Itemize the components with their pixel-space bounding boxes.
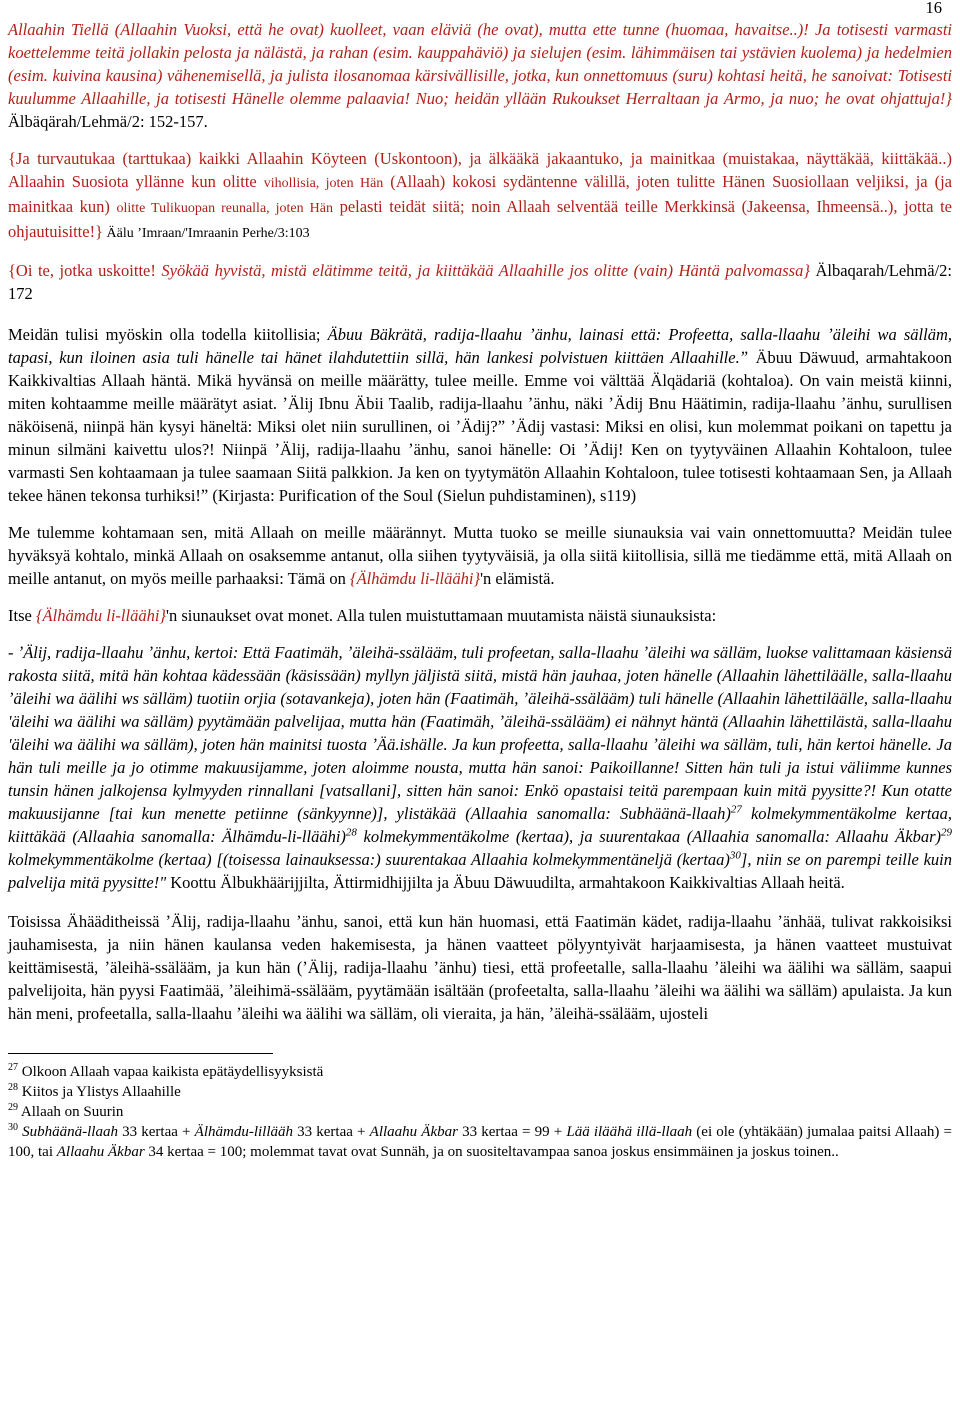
quote-text-c: pelasti teidät siitä; noin Allaah selventää teille Merkkinsä (Jakeensa, Ihmeensä..), jotta te ohjautuisitte!} [8, 197, 952, 241]
footnote-text: Kiitos ja Ylistys Allaahille [18, 1084, 181, 1100]
footnote-28 [8, 1082, 952, 1102]
hadith-text-3: kolmekymmentäkolme (kertaa), ja suurentakaa (Allaahia sanomalla: Allaahu Äkbar) [356, 827, 941, 846]
quote-reference: Äälu ʼImraan/'Imraanin Perhe/3:103 [103, 226, 310, 241]
dhikr-alhamdulillaah: Älhämdu-lillääh [194, 1124, 293, 1140]
paragraph-text-a: Meidän tulisi myöskin olla todella kiitollisia; [8, 325, 328, 344]
footnote-text-d: 33 kertaa + [292, 1124, 370, 1140]
quote-text-small-2: olitte Tulikuopan reunalla, joten Hän [116, 201, 333, 216]
quote-text-small-1: vihollisia, joten Hän [263, 176, 384, 191]
quote-text-b: (Allaah) kokosi sydäntenne välillä, joten tulitte Hänen Suosiollaan veljiksi, ja (ja mainitkaa kun) [8, 172, 952, 216]
quote-text-b: Syökää hyvistä, mistä elätimme teitä, ja kiittäkää Allaahille jos olitte (vain) Häntä palvomassa} [161, 261, 810, 280]
footnote-text: Allaah on Suurin [18, 1104, 124, 1120]
hadith-source: Koottu Älbukhäärijjilta, Ättirmidhijjilta ja Äbuu Däwuudilta, armahtakoon Kaikkivaltias Allaah heitä. [166, 873, 845, 892]
hadith-text-2: kolmekymmentäkolme kertaa, kiittäkää (Allaahia sanomalla: Älhämdu-li-lläähi) [8, 804, 952, 846]
hadith-quote: Äbuu Bäkrätä, radija-llaahu ʼänhu, lainasi että: Profeetta, salla-llaahu ʼäleihi wa sälläm, tapasi, kun iloinen asia tuli hänelle tai hänet ilahdutettiin sillä, hän lankesi polvistuen kiittäen Allaahille.ˮ [8, 325, 952, 367]
footnote-number: 30 [8, 1122, 18, 1133]
paragraph-text-b: 'n siunaukset ovat monet. Alla tulen muistuttamaan muutamista näistä siunauksista: [166, 606, 717, 625]
footnote-ref-30[interactable]: 30 [729, 849, 741, 862]
paragraph-text-a: Me tulemme kohtamaan sen, mitä Allaah on meille määrännyt. Mutta tuoko se meille siunauksia vai vain onnettomuutta? Meidän tulee hyväksyä kohtalo, minkä Allaah on osaksemme antanut, olla siihen tyytyväisiä, ja olla siitä kiitollisia, sillä me tiedämme että, mitä Allaah on meille antanut, on myös meille parhaaksi: Tämä on [8, 523, 952, 588]
footnote-27 [8, 1062, 952, 1082]
dhikr-subhaanallaah: Subhäänä-llaah [22, 1124, 118, 1140]
paragraph-destiny [8, 521, 952, 590]
quran-quote-imraan-103 [8, 147, 952, 245]
footnote-number: 29 [8, 1102, 18, 1113]
paragraph-blessings-intro [8, 604, 952, 627]
footnote-number: 27 [8, 1062, 18, 1073]
footnote-ref-27[interactable]: 27 [730, 803, 742, 816]
paragraph-text-b: 'n elämistä. [480, 569, 555, 588]
footnote-ref-29[interactable]: 29 [941, 826, 952, 839]
paragraph-gratitude [8, 323, 952, 507]
quran-quote-baqarah-152 [8, 0, 952, 133]
page-number: 16 [925, 0, 942, 17]
hadith-faatimah [8, 641, 952, 894]
footnote-number: 28 [8, 1082, 18, 1093]
footnote-text-f: 33 kertaa = 99 + [457, 1124, 567, 1140]
dhikr-allaahu-akbar-2: Allaahu Äkbar [56, 1144, 145, 1160]
quote-text-a: {Oi te, jotka uskoitte! [8, 261, 162, 280]
hadith-text-4: kolmekymmentäkolme (kertaa) [(toisessa lainauksessa:) suurentakaa Allaahia kolmekymmentäneljä (kertaa) [8, 850, 730, 869]
paragraph-text-a: Itse [8, 606, 36, 625]
paragraph-other-hadiths: Toisissa Ähääditheissä ʼÄlij, radija-llaahu ʼänhu, sanoi, että kun hän huomasi, että Faatimän kädet, radija-llaahu ʼänhää, tulivat rakkoisiksi jauhamisesta, ja niin hänen kaulansa veden hakemisesta, ja hänen vaatteet pölyyntyivät harjaamisesta, ja hänen vaatteet mustuivat keittämisestä, ʼäleihä-ssälääm, ja kun hän (ʼÄlij, radija-llaahu ʼänhu) tiesi, että profeetalle, salla-llaahu ʼäleihi wa äälihi wa sälläm, saapui palvelijoita, hän pyysi Faatimää, ʼäleihimä-ssälääm, pyytämään isältään (profeetalta, salla-llaahu ʼäleihi wa äälihi wa sälläm) apulaista. Ja kun hän meni, profeetalla, salla-llaahu ʼäleihi wa äälihi wa sälläm, oli vieraita, ja hän, ʼäleihä-ssälääm, ujosteli [8, 912, 952, 1023]
alhamdu-phrase: {Älhämdu li-lläähi} [35, 606, 167, 625]
quote-reference: Älbaqarah/Lehmä/2: 172 [8, 261, 953, 303]
footnote-29 [8, 1102, 952, 1122]
quote-text-a: {Ja turvautukaa (tarttukaa) kaikki Allaahin Köyteen (Uskontoon), ja älkääkä jakaantuko, ja mainitkaa (muistakaa, näyttäkää, kiittäkää..) Allaahin Suosiota yllänne kun olitte [8, 149, 952, 191]
quote-reference: Älbäqärah/Lehmä/2: 152-157. [8, 112, 208, 131]
footnote-text-j: 34 kertaa = 100; molemmat tavat ovat Sunnäh, ja on suositeltavampaa sanoa joskus ensimmäinen ja joskus toinen.. [144, 1144, 839, 1160]
footnote-ref-28[interactable]: 28 [345, 826, 357, 839]
quran-quote-baqarah-172 [8, 259, 952, 305]
hadith-text-1: - ʼÄlij, radija-llaahu ʼänhu, kertoi: Että Faatimäh, ʼäleihä-ssälääm, tuli profeetan, salla-llaahu ʼäleihi wa sälläm, luokse valittamaan käsiensä rakosta siitä, mitä hän kohtaa kädessään (käsissään) myllyn jäljistä siitä, mistä hän jauhaa, joten hänelle (Allaahin lähettiläälle, salla-llaahu ʼäleihi wa äälihi ws sälläm) tuotiin orjia (sotavankeja), joten hän (Faatimäh, ʼäleihä-ssälääm) tuli hänelle (Allaahin lähettiläälle, salla-llaahu 'äleihi wa äälihi wa sälläm) pyytämään palvelijaa, mutta hän (Faatimäh, ʼäleihä-ssälääm) ei nähnyt häntä (Allaahin lähettilästä, salla-llaahu 'äleihi wa äälihi wa sälläm), joten hän mainitsi tuosta ʼÄä.ishälle. Ja kun profeetta, salla-llaahu ʼäleihi wa sälläm, tuli, hän kertoi hänelle. Ja hän tuli meille ja jo otimme makuusijamme, joten aloimme nousta, mutta hän sanoi: Paikoillanne! Sitten hän tuli ja istui väliimme kunnes tunsin hänen jalkojensa kylmyyden rinnallani [vatsallani], sitten hän sanoi: Enkö opastaisi teitä parempaan kuin mitä pyysitte?! Kun otatte makuusijanne [tai kun menette petiinne (sänkyynne)], ylistäkää (Allaahia sanomalla: Subhäänä-llaah) [8, 643, 952, 823]
footnote-text-b: 33 kertaa + [117, 1124, 195, 1140]
quote-text: Allaahin Tiellä (Allaahin Vuoksi, että he ovat) kuolleet, vaan eläviä (he ovat), mutta ette tunne (huomaa, havaitse..)! Ja totisesti varmasti koettelemme teitä jollakin pelosta ja nälästä, ja rahan (esim. kauppahäviö) ja sielujen (esim. lähimmäisen tai ystävien kuolema) ja hedelmien (esim. kuivina kausina) vähenemisellä, ja julista ilosanomaa kärsivällisille, jotka, kun onnettomuus (suru) kohtasi heitä, he sanoivat: Totisesti kuulumme Allaahille, ja totisesti Hänelle olemme palaavia! Nuo; heidän yllään Rukoukset Herraltaan ja Armo, ja nuo; he ovat ohjattuja!} [8, 20, 952, 108]
dhikr-laa-ilaaha: Lää iläähä illä-llaah [566, 1124, 693, 1140]
dhikr-allaahu-akbar: Allaahu Äkbar [369, 1124, 458, 1140]
footnote-30 [8, 1122, 952, 1162]
paragraph-text-b: Äbuu Däwuud, armahtakoon Kaikkivaltias Allaah häntä. Mikä hyvänsä on meille määrätty, tulee meille. Emme voi välttää Älqädariä (kohtaloa). On vain meistä kiinni, miten kohtaamme meille määrätyt asiat. ʼÄlij Ibnu Äbii Taalib, radija-llaahu ʼänhu, näki ʼÄdij Bnu Häätimin, radija-llaahu ʼänhu, surullisen näköisenä, niinpä hän kysyi häneltä: Miksi olet niin surullinen, oi ʼÄdij?ˮ ʼÄdij vastasi: Miksi en olisi, kun molemmat poikani on tapettu ja minun silmäni kaivettu ulos?! Niinpä ʼÄlij, radija-llaahu ʼänhu, sanoi hänelle: Oi ʼÄdij! Ken on tyytyväinen Allaahin Kohtaloon, tulee varmasti Sen kohtaamaan ja tulee saamaan Siitä palkkion. Ja ken on tyytymätön Allaahin Kohtaloon, tulee totisesti kohtaamaan Sen, ja Allaah tekee hänen tekonsa turhiksi!ˮ (Kirjasta: Purification of the Soul (Sielun puhdistaminen), s119) [8, 348, 952, 505]
footnote-text: Olkoon Allaah vapaa kaikista epätäydellisyyksistä [18, 1064, 324, 1080]
hadith-text-5: ], niin se on parempi teille kuin palvelija mitä pyysitte!" [8, 850, 953, 892]
footnote-separator [8, 1053, 273, 1054]
document-page [8, 0, 952, 1162]
alhamdu-phrase: {Älhämdu li-lläähi} [349, 569, 481, 588]
footnote-text-h: (ei ole (yhtäkään) jumalaa paitsi Allaah) = 100, tai [8, 1124, 952, 1160]
